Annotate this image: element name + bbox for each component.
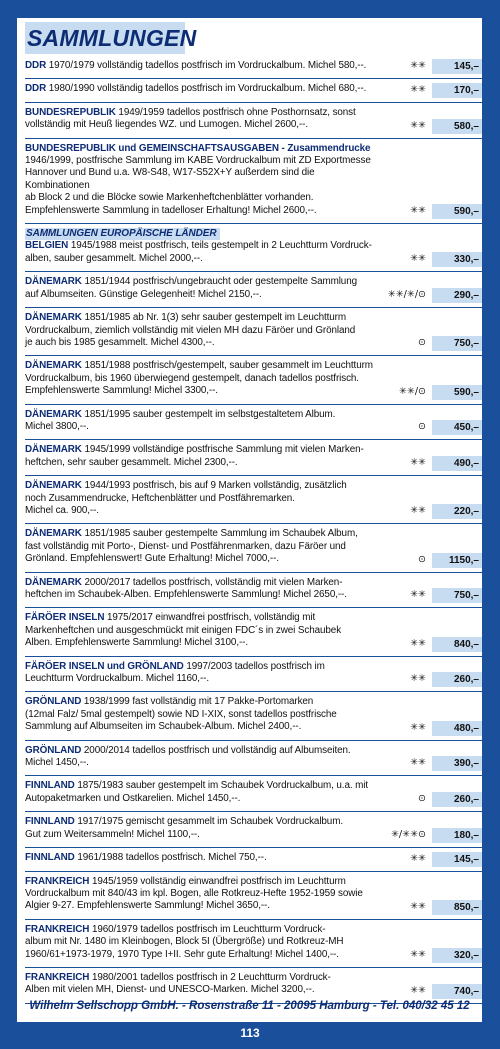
list-item bbox=[25, 692, 482, 740]
entry-text: 1980/2001 tadellos postfrisch in 2 Leuchtturm Vordruck- Alben mit vielen MH, Dienst- und UNESCO-Marken. Michel 3200,--. bbox=[25, 971, 331, 996]
condition-symbol: ✳✳ bbox=[410, 589, 426, 601]
entry-title: DÄNEMARK bbox=[25, 312, 82, 324]
condition-symbol: ✳✳ bbox=[410, 253, 426, 265]
entry-description bbox=[25, 972, 380, 997]
entry-description bbox=[25, 276, 380, 301]
condition-symbol: ✳✳ bbox=[410, 721, 426, 733]
condition-symbol: ✳✳ bbox=[410, 673, 426, 685]
entry-title: FRANKREICH bbox=[25, 971, 90, 983]
list-item bbox=[25, 872, 482, 920]
list-item bbox=[25, 741, 482, 777]
price-tag: 180,– bbox=[432, 828, 482, 843]
entry-text: 1945/1999 vollständige postfrische Sammlung mit vielen Marken- heftchen, sehr sauber gesammelt. Michel 2300,--. bbox=[25, 444, 364, 468]
entry-description bbox=[25, 780, 380, 805]
entry-text: 1917/1975 gemischt gesammelt im Schaubek Vordruckalbum. Gut zum Weitersammeln! Michel 1100,--. bbox=[25, 816, 343, 840]
price-tag: 320,– bbox=[432, 948, 482, 963]
entry-text: 1960/1979 tadellos postfrisch im Leuchtturm Vordruck- album mit Nr. 1480 im Kleinbogen, Block 5I (Übergröße) und Rotkreuz-MH 1960/61+1973-1979, 1970 Type I+II. Sehr gute Erhaltung! Michel 1400,--. bbox=[25, 923, 344, 960]
condition-symbol: ✳✳/⊙ bbox=[398, 385, 426, 397]
list-item bbox=[25, 356, 482, 404]
condition-symbol: ✳✳ bbox=[410, 505, 426, 517]
entry-description bbox=[25, 816, 380, 841]
list-item bbox=[25, 440, 482, 476]
price-tag: 145,– bbox=[432, 59, 482, 74]
condition-symbol: ✳✳ bbox=[410, 948, 426, 960]
price-tag: 260,– bbox=[432, 792, 482, 807]
entry-description bbox=[25, 228, 380, 265]
entry-text: 1851/1985 sauber gestempelte Sammlung im Schaubek Album, fast vollständig mit Porto-, Dienst- und Postfährenmarken, dazu Färöer und Grönland. Empfehlenswert! Gute Erhaltung! Michel 7000,--. bbox=[25, 528, 358, 565]
condition-symbol: ✳✳ bbox=[410, 457, 426, 469]
list-item bbox=[25, 812, 482, 848]
price-tag: 220,– bbox=[432, 504, 482, 519]
entry-text: 1938/1999 fast vollständig mit 17 Pakke-Portomarken (12mal Falz/ 5mal gestempelt) sowie ND I-XIX, sonst tadellos postfrische Sammlung auf Albumseiten im Schaubek-Album. Michel 2400,--. bbox=[25, 696, 337, 733]
entry-title: DÄNEMARK bbox=[25, 360, 82, 372]
entry-title: DDR bbox=[25, 60, 47, 71]
entry-title: FINNLAND bbox=[25, 816, 75, 828]
entry-title: FÄRÖER INSELN bbox=[25, 612, 105, 624]
entry-text: 1851/1985 ab Nr. 1(3) sehr sauber gestempelt im Leuchtturm Vordruckalbum, ziemlich vollständig mit vielen MH dazu Färöer und Grönland je auch bis 1985 gesammelt. Michel 4300,--. bbox=[25, 312, 356, 348]
entry-description bbox=[25, 528, 380, 565]
entry-text: 1946/1999, postfrische Sammlung im KABE Vordruckalbum mit ZD Exportmesse Hannover und Bund u.a. W8-S48, W17-S52X+Y außerdem sind die Kombinationen ab Block 2 und die Blöcke sowie Markenheftchenblätter vorhanden. Empfehlenswerte Sammlung in tadelloser Erhaltung! Michel 2600,--. bbox=[25, 155, 371, 216]
price-tag: 145,– bbox=[432, 852, 482, 867]
price-tag: 260,– bbox=[432, 672, 482, 687]
entry-description bbox=[25, 107, 380, 132]
list-item bbox=[25, 272, 482, 308]
entry-title: BUNDESREPUBLIK bbox=[25, 106, 116, 118]
entry-text: 1975/2017 einwandfrei postfrisch, vollständig mit Markenheftchen und ausgeschmückt mit einigen FDC´s in zwei Schaubek Alben. Empfehlenswerte Sammlung! Michel 3100,--. bbox=[25, 612, 342, 649]
list-item bbox=[25, 776, 482, 812]
price-tag: 750,– bbox=[432, 336, 482, 351]
entry-title: DÄNEMARK bbox=[25, 444, 82, 456]
entry-description bbox=[25, 444, 380, 469]
condition-symbol: ✳✳ bbox=[410, 757, 426, 769]
list-item bbox=[25, 968, 482, 1004]
entry-title: DÄNEMARK bbox=[25, 528, 82, 540]
entry-title: BUNDESREPUBLIK und GEMEINSCHAFTSAUSGABEN - Zusammendrucke bbox=[25, 142, 371, 154]
entry-title: FINNLAND bbox=[25, 780, 75, 792]
entry-text: 1970/1979 vollständig tadellos postfrisch im Vordruckalbum. Michel 580,--. bbox=[46, 60, 367, 71]
entry-description bbox=[25, 612, 380, 649]
list-item bbox=[25, 920, 482, 968]
condition-symbol: ⊙ bbox=[418, 793, 426, 805]
page-number: 113 bbox=[240, 1026, 260, 1040]
entry-description bbox=[25, 83, 380, 95]
entry-description bbox=[25, 143, 380, 217]
entry-title: GRÖNLAND bbox=[25, 744, 82, 756]
entry-text: 1980/1990 vollständig tadellos postfrisch im Vordruckalbum. Michel 680,--. bbox=[46, 83, 367, 95]
list-item bbox=[25, 848, 482, 871]
entry-description bbox=[25, 312, 380, 349]
entry-title: DÄNEMARK bbox=[25, 276, 82, 288]
price-tag: 490,– bbox=[432, 456, 482, 471]
condition-symbol: ✳✳ bbox=[410, 60, 426, 72]
entry-description bbox=[25, 696, 380, 733]
entry-text: 1851/1988 postfrisch/gestempelt, sauber gesammelt im Leuchtturm Vordruckalbum, bis 1960 überwiegend gestempelt, danach tadellos postfrisch. Empfehlenswerte Sammlung! Michel 3300,--. bbox=[25, 360, 373, 397]
price-tag: 290,– bbox=[432, 288, 482, 303]
price-tag: 450,– bbox=[432, 420, 482, 435]
list-item bbox=[25, 56, 482, 79]
entry-title: DÄNEMARK bbox=[25, 480, 82, 492]
catalog-page bbox=[17, 18, 482, 1022]
condition-symbol: ⊙ bbox=[418, 421, 426, 433]
entry-description bbox=[25, 924, 380, 961]
entry-description bbox=[25, 745, 380, 770]
condition-symbol: ✳✳ bbox=[410, 83, 426, 95]
footer-address: Wilhelm Sellschopp GmbH. - Rosenstraße 11 - 20095 Hamburg - Tel. 040/32 45 12 bbox=[29, 1000, 470, 1012]
price-tag: 580,– bbox=[432, 119, 482, 134]
list-item bbox=[25, 524, 482, 572]
price-tag: 1150,– bbox=[432, 553, 482, 568]
entry-title: BELGIEN bbox=[25, 240, 69, 252]
entry-text: 1945/1988 meist postfrisch, teils gestempelt in 2 Leuchtturm Vordruck- alben, sauber gesammelt. Michel 2000,--. bbox=[25, 240, 372, 264]
price-tag: 590,– bbox=[432, 204, 482, 219]
entry-text: 1944/1993 postfrisch, bis auf 9 Marken vollständig, zusätzlich noch Zusammendrucke, Heftchenblätter und Postfähremarken. Michel ca. 900,--. bbox=[25, 480, 347, 516]
entry-description bbox=[25, 577, 380, 602]
condition-symbol: ✳✳ bbox=[410, 205, 426, 217]
entry-title: FINNLAND bbox=[25, 852, 75, 864]
price-tag: 750,– bbox=[432, 588, 482, 603]
list-item bbox=[25, 103, 482, 139]
entry-title: DÄNEMARK bbox=[25, 576, 82, 588]
list-item bbox=[25, 308, 482, 356]
condition-symbol: ✳✳ bbox=[410, 984, 426, 996]
section-title: SAMMLUNGEN bbox=[27, 25, 197, 51]
list-item bbox=[25, 476, 482, 524]
subsection-heading: SAMMLUNGEN EUROPÄISCHE LÄNDER bbox=[25, 228, 220, 240]
section-header bbox=[25, 22, 197, 54]
list-item bbox=[25, 657, 482, 693]
condition-symbol: ⊙ bbox=[418, 337, 426, 349]
entry-description bbox=[25, 60, 380, 72]
price-tag: 850,– bbox=[432, 900, 482, 915]
entry-description bbox=[25, 360, 380, 397]
list-item bbox=[25, 79, 482, 102]
entry-title: DDR bbox=[25, 83, 47, 95]
condition-symbol: ✳✳ bbox=[410, 637, 426, 649]
list-item bbox=[25, 573, 482, 609]
entry-text: 1945/1959 vollständig einwandfrei postfrisch im Leuchtturm Vordruckalbum mit 840/43 im kpl. Bogen, alle Rotkreuz-Hefte 1952-1959 sowie Algier 9-27. Empfehlenswerte Sammlung! Michel 3650,--. bbox=[25, 875, 363, 912]
condition-symbol: ✳✳ bbox=[410, 119, 426, 131]
entry-description bbox=[25, 480, 380, 517]
price-tag: 740,– bbox=[432, 984, 482, 999]
list-item bbox=[25, 139, 482, 224]
condition-symbol: ⊙ bbox=[418, 553, 426, 565]
entry-description bbox=[25, 409, 380, 434]
price-tag: 170,– bbox=[432, 83, 482, 98]
entry-text: 1875/1983 sauber gestempelt im Schaubek Vordruckalbum, u.a. mit Autopaketmarken und Ostkarelien. Michel 1450,--. bbox=[25, 780, 368, 804]
entry-list bbox=[25, 56, 482, 1004]
condition-symbol: ✳✳ bbox=[410, 852, 426, 864]
entry-title: DÄNEMARK bbox=[25, 408, 82, 420]
entry-title: FRANKREICH bbox=[25, 875, 90, 887]
entry-description bbox=[25, 876, 380, 913]
entry-description bbox=[25, 661, 380, 686]
entry-text: 1997/2003 tadellos postfrisch im Leuchtturm Vordruckalbum. Michel 1160,--. bbox=[25, 660, 325, 685]
list-item bbox=[25, 405, 482, 441]
entry-text: 2000/2017 tadellos postfrisch, vollständig mit vielen Marken- heftchen im Schaubek-Alben. Empfehlenswerte Sammlung! Michel 2650,--. bbox=[25, 576, 347, 600]
entry-text: 1949/1959 tadellos postfrisch ohne Posthornsatz, sonst vollständig mit Heuß liegendes WZ. und Lumogen. Michel 2600,--. bbox=[25, 106, 356, 131]
entry-title: FRANKREICH bbox=[25, 923, 90, 935]
price-tag: 590,– bbox=[432, 385, 482, 400]
entry-text: 1851/1944 postfrisch/ungebraucht oder gestempelte Sammlung auf Albumseiten. Günstige Gelegenheit! Michel 2150,--. bbox=[25, 276, 357, 300]
condition-symbol: ✳/✳✳⊙ bbox=[390, 829, 426, 841]
condition-symbol: ✳✳/✳/⊙ bbox=[387, 289, 426, 301]
entry-text: 1851/1995 sauber gestempelt im selbstgestaltetem Album. Michel 3800,--. bbox=[25, 408, 336, 432]
entry-text: 1961/1988 tadellos postfrisch. Michel 750,--. bbox=[74, 852, 267, 864]
price-tag: 480,– bbox=[432, 721, 482, 736]
price-tag: 840,– bbox=[432, 637, 482, 652]
entry-description bbox=[25, 852, 380, 864]
list-item bbox=[25, 224, 482, 272]
entry-title: GRÖNLAND bbox=[25, 696, 82, 708]
list-item bbox=[25, 608, 482, 656]
price-tag: 390,– bbox=[432, 756, 482, 771]
entry-title: FÄRÖER INSELN und GRÖNLAND bbox=[25, 660, 184, 672]
entry-text: 2000/2014 tadellos postfrisch und vollständig auf Albumseiten. Michel 1450,--. bbox=[25, 744, 351, 769]
price-tag: 330,– bbox=[432, 252, 482, 267]
condition-symbol: ✳✳ bbox=[410, 900, 426, 912]
